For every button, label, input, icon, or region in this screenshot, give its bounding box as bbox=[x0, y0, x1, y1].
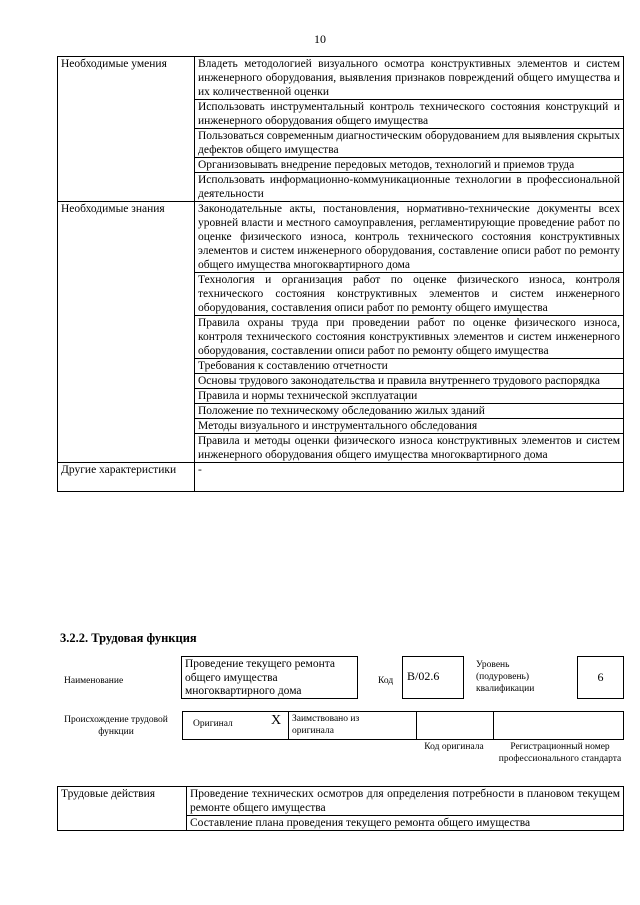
code-caption: Код оригинала bbox=[424, 742, 484, 752]
actions-table bbox=[57, 786, 624, 831]
knowledge-label: Необходимые знания bbox=[58, 202, 195, 463]
knowledge-item: Методы визуального и инструментального обследования bbox=[195, 419, 624, 434]
skill-item: Пользоваться современным диагностическим оборудованием для выявления скрытых дефектов общего имущества bbox=[195, 129, 624, 158]
action-item: Проведение технических осмотров для определения потребности в плановом текущем ремонте общего имущества bbox=[187, 787, 624, 816]
reg-caption: Регистрационный номер профессионального стандарта bbox=[498, 742, 622, 764]
borrowed-label: Заимствовано из оригинала bbox=[292, 714, 360, 736]
actions-label: Трудовые действия bbox=[58, 787, 187, 831]
knowledge-item: Положение по техническому обследованию жилых зданий bbox=[195, 404, 624, 419]
origin-divider bbox=[288, 712, 289, 739]
origin-divider bbox=[416, 712, 417, 739]
skill-item: Использовать инструментальный контроль технического состояния конструкций и инженерного оборудования общего имущества bbox=[195, 100, 624, 129]
origin-divider bbox=[493, 712, 494, 739]
origin-box bbox=[182, 711, 624, 740]
name-value: Проведение текущего ремонта общего имущества многоквартирного дома bbox=[181, 656, 358, 699]
knowledge-item: Правила охраны труда при проведении работ по оценке физического износа, контроля технического состояния конструктивных элементов и систем инженерного оборудования, составлении описи работ по ремонту общего имущества bbox=[195, 316, 624, 359]
other-label: Другие характеристики bbox=[58, 463, 195, 492]
skill-item: Владеть методологией визуального осмотра конструктивных элементов и систем инженерного оборудования, выявления признаков повреждений общего имущества и их количественной оценки bbox=[195, 57, 624, 100]
knowledge-item: Технология и организация работ по оценке физического износа, контроля технического состояния конструктивных элементов и систем инженерного оборудования, составления описи работ по ремонту общего имущества bbox=[195, 273, 624, 316]
level-value: 6 bbox=[577, 656, 624, 699]
level-label: Уровень (подуровень) квалификации bbox=[476, 660, 535, 694]
page-number: 10 bbox=[314, 32, 326, 46]
action-item: Составление плана проведения текущего ремонта общего имущества bbox=[187, 816, 624, 831]
knowledge-item: Требования к составлению отчетности bbox=[195, 359, 624, 374]
code-label: Код bbox=[378, 676, 394, 686]
skills-label: Необходимые умения bbox=[58, 57, 195, 202]
requirements-table bbox=[57, 56, 624, 492]
code-value: B/02.6 bbox=[402, 656, 464, 699]
original-mark: X bbox=[271, 713, 282, 728]
knowledge-item: Основы трудового законодательства и правила внутреннего трудового распорядка bbox=[195, 374, 624, 389]
original-label: Оригинал bbox=[193, 719, 233, 729]
knowledge-item: Законодательные акты, постановления, нормативно-технические документы всех уровней власти и местного самоуправления, регламентирующие проведение работ по оценке физического износа, контроль технического состояния конструктивных элементов и систем инженерного оборудования, составление описи работ по ремонту общего имущества многоквартирного дома bbox=[195, 202, 624, 273]
skill-item: Организовывать внедрение передовых методов, технологий и приемов труда bbox=[195, 158, 624, 173]
knowledge-item: Правила и нормы технической эксплуатации bbox=[195, 389, 624, 404]
section-title: 3.2.2. Трудовая функция bbox=[60, 631, 197, 645]
name-label: Наименование bbox=[64, 676, 124, 686]
skill-item: Использовать информационно-коммуникационные технологии в профессиональной деятельности bbox=[195, 173, 624, 202]
knowledge-item: Правила и методы оценки физического износа конструктивных элементов и систем инженерного оборудования общего имущества многоквартирного дома bbox=[195, 434, 624, 463]
other-value: - bbox=[195, 463, 624, 492]
origin-label: Происхождение трудовой функции bbox=[64, 715, 168, 737]
